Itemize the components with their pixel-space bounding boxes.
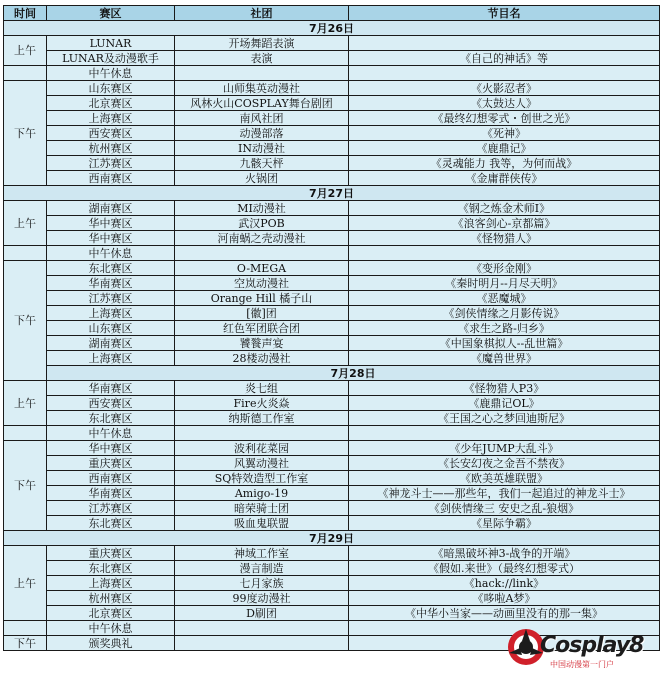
region-cell: 北京赛区: [47, 606, 175, 621]
club-cell: Amigo-19: [175, 486, 349, 501]
region-cell: 上海赛区: [47, 576, 175, 591]
club-cell: 河南蜗之壳动漫社: [175, 231, 349, 246]
club-cell: 七月家族: [175, 576, 349, 591]
region-cell: 上海赛区: [47, 351, 175, 366]
club-cell: 炎七组: [175, 381, 349, 396]
region-cell: 江苏赛区: [47, 291, 175, 306]
program-cell: 《自己的神话》等: [349, 51, 660, 66]
region-cell: 中午休息: [47, 66, 175, 81]
club-cell: O-MEGA: [175, 261, 349, 276]
header-row: [4, 6, 660, 21]
schedule-row: [4, 561, 660, 576]
program-cell: 《钢之炼金术师Ⅰ》: [349, 201, 660, 216]
region-cell: 东北赛区: [47, 261, 175, 276]
time-cell: [4, 621, 47, 636]
program-cell: [349, 426, 660, 441]
time-cell: 上午: [4, 201, 47, 246]
club-cell: 漫言制造: [175, 561, 349, 576]
program-cell: 《假如.来世》（最终幻想零式）: [349, 561, 660, 576]
time-cell: 上午: [4, 546, 47, 621]
region-cell: 杭州赛区: [47, 591, 175, 606]
header-program: 节目名: [349, 6, 660, 21]
club-cell: 饕餮声宴: [175, 336, 349, 351]
club-cell: 吸血鬼联盟: [175, 516, 349, 531]
program-cell: 《鹿鼎记OL》: [349, 396, 660, 411]
schedule-row: [4, 456, 660, 471]
schedule-row: [4, 66, 660, 81]
program-cell: 《剑侠情缘之月影传说》: [349, 306, 660, 321]
schedule-row: [4, 471, 660, 486]
club-cell: 波利花菜园: [175, 441, 349, 456]
time-cell: 下午: [4, 441, 47, 531]
schedule-row: [4, 501, 660, 516]
header-time: 时间: [4, 6, 47, 21]
schedule-row: [4, 411, 660, 426]
program-cell: 《恶魔城》: [349, 291, 660, 306]
schedule-row: [4, 111, 660, 126]
program-cell: 《神龙斗士——那些年，我们一起追过的神龙斗士》: [349, 486, 660, 501]
schedule-row: [4, 81, 660, 96]
program-cell: 《求生之路-归乡》: [349, 321, 660, 336]
club-cell: 28楼动漫社: [175, 351, 349, 366]
logo-tagline: 中国动漫第一门户: [550, 660, 614, 669]
schedule-row: [4, 351, 660, 366]
region-cell: 重庆赛区: [47, 546, 175, 561]
time-cell: 下午: [4, 261, 47, 381]
club-cell: 暗荣骑士团: [175, 501, 349, 516]
club-cell: SQ特效造型工作室: [175, 471, 349, 486]
program-cell: 《最终幻想零式・创世之光》: [349, 111, 660, 126]
program-cell: 《秦时明月--月尽天明》: [349, 276, 660, 291]
region-cell: 西南赛区: [47, 171, 175, 186]
club-cell: 九骸天枰: [175, 156, 349, 171]
program-cell: 《中华小当家——动画里没有的那一集》: [349, 606, 660, 621]
time-cell: [4, 426, 47, 441]
program-cell: 《哆啦A梦》: [349, 591, 660, 606]
region-cell: 中午休息: [47, 426, 175, 441]
region-cell: 东北赛区: [47, 561, 175, 576]
region-cell: 湖南赛区: [47, 336, 175, 351]
schedule-row: [4, 441, 660, 456]
program-cell: 《太鼓达人》: [349, 96, 660, 111]
region-cell: 湖南赛区: [47, 201, 175, 216]
schedule-row: [4, 306, 660, 321]
program-cell: 《浪客剑心-京都篇》: [349, 216, 660, 231]
club-cell: 99度动漫社: [175, 591, 349, 606]
club-cell: [175, 621, 349, 636]
region-cell: 上海赛区: [47, 306, 175, 321]
program-cell: 《魔兽世界》: [349, 351, 660, 366]
program-cell: 《少年JUMP大乱斗》: [349, 441, 660, 456]
region-cell: 上海赛区: [47, 111, 175, 126]
program-cell: 《欧美英雄联盟》: [349, 471, 660, 486]
header-club: 社团: [175, 6, 349, 21]
club-cell: D刷团: [175, 606, 349, 621]
program-cell: 《鹿鼎记》: [349, 141, 660, 156]
club-cell: MI动漫社: [175, 201, 349, 216]
program-cell: 《火影忍者》: [349, 81, 660, 96]
club-cell: 南风社团: [175, 111, 349, 126]
time-cell: [4, 66, 47, 81]
time-cell: [4, 246, 47, 261]
program-cell: 《怪物猎人》: [349, 231, 660, 246]
cosplay8-logo: [506, 621, 656, 677]
region-cell: 山东赛区: [47, 321, 175, 336]
schedule-row: [4, 606, 660, 621]
date-row: [4, 366, 660, 381]
club-cell: IN动漫社: [175, 141, 349, 156]
date-row: [4, 186, 660, 201]
time-cell: 下午: [4, 81, 47, 186]
schedule-row: [4, 36, 660, 51]
region-cell: 中午休息: [47, 621, 175, 636]
club-cell: 神域工作室: [175, 546, 349, 561]
header-region: 赛区: [47, 6, 175, 21]
program-cell: 《变形金刚》: [349, 261, 660, 276]
schedule-row: [4, 591, 660, 606]
schedule-row: [4, 201, 660, 216]
schedule-body: [4, 21, 660, 651]
program-cell: 《暗黑破坏神3-战争的开端》: [349, 546, 660, 561]
schedule-row: [4, 516, 660, 531]
region-cell: 东北赛区: [47, 516, 175, 531]
schedule-row: [4, 291, 660, 306]
club-cell: [175, 636, 349, 651]
region-cell: LUNAR及动漫歌手: [47, 51, 175, 66]
date-cell: 7月26日: [4, 21, 660, 36]
club-cell: 火锅团: [175, 171, 349, 186]
club-cell: Fire火炎焱: [175, 396, 349, 411]
program-cell: [349, 36, 660, 51]
club-cell: 风翼动漫社: [175, 456, 349, 471]
date-row: [4, 531, 660, 546]
schedule-row: [4, 141, 660, 156]
region-cell: 东北赛区: [47, 411, 175, 426]
schedule-row: [4, 96, 660, 111]
club-cell: Orange Hill 橘子山: [175, 291, 349, 306]
region-cell: 西安赛区: [47, 396, 175, 411]
program-cell: 《死神》: [349, 126, 660, 141]
schedule-row: [4, 51, 660, 66]
region-cell: 西南赛区: [47, 471, 175, 486]
time-cell: 上午: [4, 36, 47, 66]
program-cell: 《hack://link》: [349, 576, 660, 591]
program-cell: [349, 66, 660, 81]
schedule-row: [4, 486, 660, 501]
program-cell: 《中国象棋拟人--乱世篇》: [349, 336, 660, 351]
program-cell: 《长安幻夜之金吾不禁夜》: [349, 456, 660, 471]
region-cell: 华南赛区: [47, 381, 175, 396]
schedule-row: [4, 171, 660, 186]
region-cell: 江苏赛区: [47, 156, 175, 171]
date-cell: 7月27日: [4, 186, 660, 201]
club-cell: 动漫部落: [175, 126, 349, 141]
schedule-row: [4, 231, 660, 246]
club-cell: [175, 66, 349, 81]
program-cell: 《剑侠情缘三 安史之乱-狼烟》: [349, 501, 660, 516]
club-cell: [175, 426, 349, 441]
club-cell: 开场舞蹈表演: [175, 36, 349, 51]
region-cell: 北京赛区: [47, 96, 175, 111]
program-cell: 《金庸群侠传》: [349, 171, 660, 186]
club-cell: [175, 246, 349, 261]
region-cell: 重庆赛区: [47, 456, 175, 471]
region-cell: 西安赛区: [47, 126, 175, 141]
region-cell: 华南赛区: [47, 486, 175, 501]
region-cell: 中午休息: [47, 246, 175, 261]
program-cell: 《星际争霸》: [349, 516, 660, 531]
region-cell: 杭州赛区: [47, 141, 175, 156]
program-cell: [349, 246, 660, 261]
time-cell: 下午: [4, 636, 47, 651]
club-cell: 山师集英动漫社: [175, 81, 349, 96]
program-cell: 《灵魂能力 我等，为何而战》: [349, 156, 660, 171]
schedule-row: [4, 546, 660, 561]
schedule-row: [4, 381, 660, 396]
schedule-row: [4, 156, 660, 171]
schedule-row: [4, 261, 660, 276]
region-cell: 华中赛区: [47, 216, 175, 231]
club-cell: 表演: [175, 51, 349, 66]
region-cell: 颁奖典礼: [47, 636, 175, 651]
program-cell: 《王国之心之梦回迪斯尼》: [349, 411, 660, 426]
club-cell: 风林火山COSPLAY舞台剧团: [175, 96, 349, 111]
date-row: [4, 21, 660, 36]
schedule-row: [4, 276, 660, 291]
club-cell: 武汉POB: [175, 216, 349, 231]
region-cell: 华中赛区: [47, 231, 175, 246]
schedule-row: [4, 576, 660, 591]
region-cell: 江苏赛区: [47, 501, 175, 516]
schedule-row: [4, 321, 660, 336]
schedule-row: [4, 396, 660, 411]
schedule-table: [3, 5, 660, 651]
club-cell: 空岚动漫社: [175, 276, 349, 291]
club-cell: 纳斯德工作室: [175, 411, 349, 426]
schedule-row: [4, 216, 660, 231]
schedule-row: [4, 426, 660, 441]
schedule-row: [4, 336, 660, 351]
date-cell: 7月29日: [4, 531, 660, 546]
time-cell: 上午: [4, 381, 47, 426]
logo-brand: Cosplay8: [540, 633, 644, 658]
region-cell: LUNAR: [47, 36, 175, 51]
schedule-row: [4, 126, 660, 141]
program-cell: 《怪物猎人P3》: [349, 381, 660, 396]
date-cell: 7月28日: [47, 366, 660, 381]
schedule-row: [4, 246, 660, 261]
region-cell: 华中赛区: [47, 441, 175, 456]
region-cell: 山东赛区: [47, 81, 175, 96]
club-cell: [徽]团: [175, 306, 349, 321]
region-cell: 华南赛区: [47, 276, 175, 291]
club-cell: 红色军团联合团: [175, 321, 349, 336]
